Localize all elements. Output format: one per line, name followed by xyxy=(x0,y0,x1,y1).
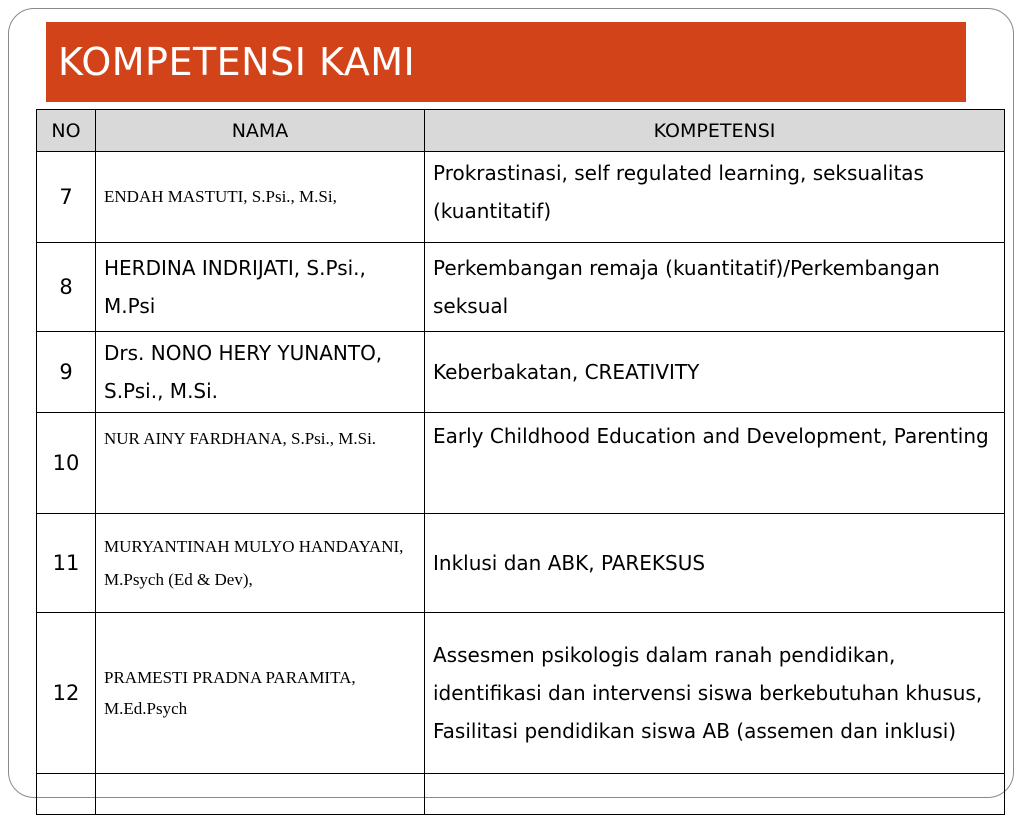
cell-kompetensi: Prokrastinasi, self regulated learning, seksualitas (kuantitatif) xyxy=(425,152,1005,243)
cell-no: 9 xyxy=(37,332,96,413)
cell-kompetensi: Perkembangan remaja (kuantitatif)/Perkembangan seksual xyxy=(425,243,1005,332)
table-row xyxy=(37,613,1005,774)
header-no: NO xyxy=(37,110,96,152)
table-row xyxy=(37,243,1005,332)
table-row xyxy=(37,152,1005,243)
table-row xyxy=(37,413,1005,514)
cell-no xyxy=(37,774,96,815)
cell-no: 11 xyxy=(37,514,96,613)
cell-no: 10 xyxy=(37,413,96,514)
cell-nama: ENDAH MASTUTI, S.Psi., M.Si, xyxy=(96,152,425,243)
cell-nama: MURYANTINAH MULYO HANDAYANI, M.Psych (Ed & Dev), xyxy=(96,514,425,613)
cell-nama: Drs. NONO HERY YUNANTO, S.Psi., M.Si. xyxy=(96,332,425,413)
cell-no: 7 xyxy=(37,152,96,243)
cell-nama xyxy=(96,774,425,815)
cell-nama: HERDINA INDRIJATI, S.Psi., M.Psi xyxy=(96,243,425,332)
header-kompetensi: KOMPETENSI xyxy=(425,110,1005,152)
table-header-row xyxy=(37,110,1005,152)
table-row xyxy=(37,514,1005,613)
cell-kompetensi: Assesmen psikologis dalam ranah pendidikan, identifikasi dan intervensi siswa berkebutuhan khusus, Fasilitasi pendidikan siswa AB (assemen dan inklusi) xyxy=(425,613,1005,774)
cell-kompetensi xyxy=(425,774,1005,815)
title-bar xyxy=(46,22,966,102)
header-nama: NAMA xyxy=(96,110,425,152)
cell-nama: PRAMESTI PRADNA PARAMITA, M.Ed.Psych xyxy=(96,613,425,774)
cell-nama: NUR AINY FARDHANA, S.Psi., M.Si. xyxy=(96,413,425,514)
cell-no: 8 xyxy=(37,243,96,332)
cell-kompetensi: Keberbakatan, CREATIVITY xyxy=(425,332,1005,413)
cell-kompetensi: Inklusi dan ABK, PAREKSUS xyxy=(425,514,1005,613)
slide-title: KOMPETENSI KAMI xyxy=(58,40,416,84)
cell-no: 12 xyxy=(37,613,96,774)
cell-kompetensi: Early Childhood Education and Development, Parenting xyxy=(425,413,1005,514)
competency-table xyxy=(36,109,1005,815)
table-row xyxy=(37,332,1005,413)
table-row xyxy=(37,774,1005,815)
